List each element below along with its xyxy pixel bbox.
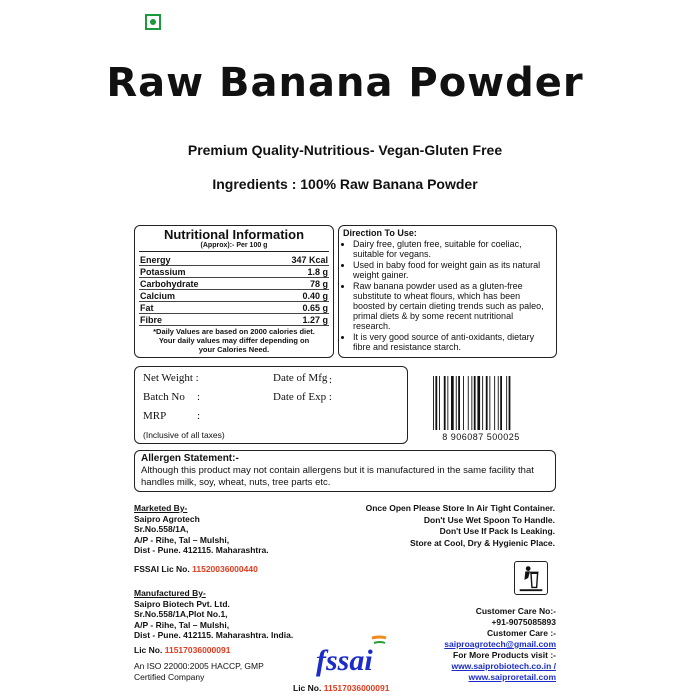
ingredients: Ingredients : 100% Raw Banana Powder (212, 176, 478, 192)
nutrient-value: 347 Kcal (255, 254, 329, 266)
mrp-label: MRP (143, 410, 167, 422)
dispose-bin-icon (514, 561, 548, 595)
manufacturer-address-line: Sr.No.558/1A,Plot No.1, (134, 609, 228, 619)
fssai-logo-text: fssai (316, 644, 373, 677)
care-phone: +91-9075085893 (491, 617, 556, 627)
table-row (139, 266, 329, 278)
allergen-title: Allergen Statement:- (141, 453, 239, 464)
list-item: • Raw banana powder used as a gluten-free substitute to wheat flours, which has been boosted by certain dieting trends such as paleo, primal diets & by some recent nutritional research. (353, 281, 552, 331)
date-exp-label: Date of Exp : (273, 391, 332, 403)
manufacturer-name: Saipro Biotech Pvt. Ltd. (134, 598, 230, 609)
barcode (431, 376, 531, 430)
marketed-by (134, 503, 269, 574)
marketer-address-line: Sr.No.558/1A, (134, 524, 189, 534)
allergen-text: Although this product may not contain allergens but it is manufactured in the same facility that handles milk, soy, wheat, nuts, tree parts etc. (141, 465, 534, 488)
veg-symbol-icon (145, 14, 161, 30)
table-row (139, 314, 329, 326)
manufacturer-address-line: Dist - Pune. 412115. Maharashtra. India. (134, 630, 294, 640)
fssai-logo (314, 634, 392, 682)
marketed-heading: Marketed By- (134, 503, 188, 513)
fssai-lic-number: 11517036000091 (323, 683, 390, 693)
table-row (139, 290, 329, 302)
product-title: Raw Banana Powder (106, 60, 584, 106)
nutrient-label: Fibre (139, 314, 255, 326)
care-email-label: Customer Care :- (487, 628, 556, 638)
footnote-line: your Calories Need. (198, 345, 270, 354)
manufacturer-address-line: A/P - Rihe, Tal – Mulshi, (134, 619, 230, 630)
batch-colon: : (197, 391, 201, 403)
fssai-label: FSSAI Lic No. (134, 563, 190, 574)
date-mfg-label: Date of Mfg (273, 372, 328, 384)
nutrient-label: Calcium (139, 290, 255, 302)
manufactured-heading: Manufactured By- (134, 588, 206, 598)
marketer-fssai (134, 564, 269, 575)
table-row (139, 254, 329, 266)
care-email-link[interactable]: saiproagrotech@gmail.com (444, 639, 556, 649)
marketer-address-line: A/P - Rihe, Tal – Mulshi, (134, 534, 230, 545)
manufacturer-lic (134, 645, 293, 656)
website-link[interactable]: www.saiproretail.com (468, 672, 556, 682)
storage-line: Once Open Please Store In Air Tight Container. (365, 503, 555, 513)
lic-number: 11517036000091 (164, 644, 231, 655)
nutrient-value: 0.40 g (255, 290, 329, 302)
table-row (139, 302, 329, 314)
list-item: • Used in baby food for weight gain as its natural weight gainer. (353, 260, 552, 280)
directions-list (343, 239, 552, 352)
storage-line: Don't Use Wet Spoon To Handle. (423, 514, 555, 525)
nutrient-value: 78 g (255, 278, 329, 290)
lic-label: Lic No. (134, 644, 163, 655)
inclusive-taxes: (Inclusive of all taxes) (143, 430, 225, 440)
care-label: Customer Care No:- (475, 606, 556, 616)
nutrient-label: Fat (139, 302, 255, 314)
fssai-number: 11520036000440 (192, 563, 258, 574)
nutrient-label: Carbohydrate (139, 278, 255, 290)
directions-title: Direction To Use: (343, 228, 417, 238)
table-row (139, 278, 329, 290)
fssai-lic (293, 683, 389, 693)
nutrient-label: Potassium (139, 266, 255, 278)
pack-info-box (134, 366, 408, 444)
nutrient-label: Energy (139, 254, 255, 266)
list-item: • It is very good source of anti-oxidants, dietary fibre and resistance starch. (353, 332, 552, 352)
nutrient-value: 0.65 g (255, 302, 329, 314)
directions-panel (338, 225, 557, 358)
footnote-line: Your daily values may differ depending on (158, 336, 310, 345)
iso-line: An ISO 22000:2005 HACCP, GMP (134, 661, 264, 671)
allergen-box (134, 450, 556, 492)
date-mfg-colon: : (329, 374, 333, 386)
manufactured-by (134, 588, 293, 682)
nutrition-panel (134, 225, 334, 358)
nutrition-table (139, 254, 329, 326)
list-item: • Dairy free, gluten free, suitable for coeliac, suitable for vegans. (353, 239, 552, 259)
iso-line: Certified Company (134, 671, 205, 682)
website-link[interactable]: www.saiprobiotech.co.in / (451, 661, 556, 671)
mrp-colon: : (197, 410, 201, 422)
footnote-line: *Daily Values are based on 2000 calories diet. (153, 327, 315, 336)
nutrient-value: 1.27 g (255, 314, 329, 326)
barcode-number: 8 906087 500025 (442, 432, 520, 442)
nutrition-footnote (139, 327, 329, 354)
marketer-name: Saipro Agrotech (134, 513, 200, 524)
nutrition-subtitle: (Approx):- Per 100 g (139, 242, 329, 252)
more-products-label: For More Products visit :- (453, 650, 556, 660)
batch-no-label: Batch No (143, 391, 185, 403)
nutrient-value: 1.8 g (255, 266, 329, 278)
net-weight-label: Net Weight : (143, 372, 199, 384)
tagline: Premium Quality-Nutritious- Vegan-Gluten Free (187, 142, 503, 158)
storage-line: Don't Use If Pack Is Leaking. (439, 526, 555, 536)
storage-line: Store at Cool, Dry & Hygienic Place. (409, 537, 555, 548)
storage-instructions (350, 503, 555, 549)
nutrition-title: Nutritional Information (163, 227, 305, 242)
fssai-lic-label: Lic No. (293, 683, 322, 693)
marketer-address-line: Dist - Pune. 412115. Maharashtra. (134, 545, 269, 555)
customer-care (410, 606, 556, 683)
